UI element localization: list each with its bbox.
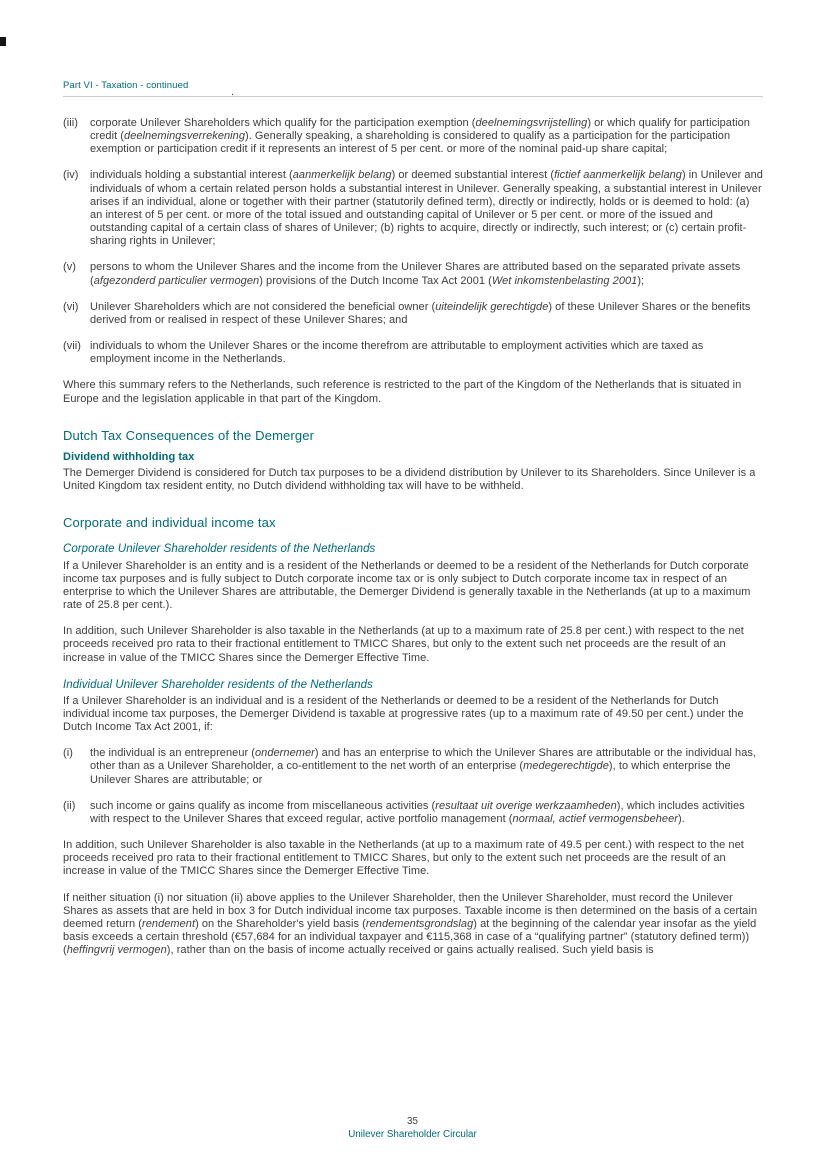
list-marker: (i) [63, 747, 73, 760]
italic-run: ondernemer [255, 747, 315, 760]
list-item-text [90, 117, 763, 156]
text-run: ), to which enterprise the Unilever Shares are attributable; or [90, 760, 731, 786]
list-item-v [63, 261, 763, 287]
text-run: ) in Unilever and individuals of whom a certain related person holds a substantial interest in Unilever. Generally speaking, a substantial interest in Unilever arises if an individual, alone or together with their partner (statutorily defined term), directly or indirectly, holds or is deemed to hold: (a) an interest of 5 per cent. or more of the total issued and outstanding capital of Unilever or 5 per cent. or more of the issued and outstanding capital of a certain class of shares of Unilever; (b) rights to acquire, directly or indirectly, such interest; or (c) certain profit-sharing rights in Unilever; [90, 169, 763, 248]
italic-run: resultaat uit overige werkzaamheden [435, 799, 617, 812]
page-header [63, 80, 763, 97]
text-run: the individual is an entrepreneur ( [90, 747, 256, 760]
list-item-vii [63, 340, 763, 366]
italic-run: uiteindelijk gerechtigde [435, 300, 549, 313]
list-item-iv [63, 169, 763, 248]
running-header-title: Part VI - Taxation - continued [63, 80, 189, 91]
text-run: ) or which qualify for participation credit ( [90, 117, 750, 143]
text-run: ) at the beginning of the calendar year insofar as the yield basis exceeds a certain threshold (€57,684 for an individual taxpayer and €115,368 in case of a “qualifying partner” (statutory defined term)) ( [63, 917, 757, 957]
text-run: ) of these Unilever Shares or the benefits derived from or realised in respect of these Unilever Shares; and [90, 300, 751, 326]
section-heading-corporate-individual-income-tax: Corporate and individual income tax [63, 515, 276, 531]
text-run: ) provisions of the Dutch Income Tax Act 2001 ( [259, 274, 492, 287]
list-marker: (iv) [63, 169, 79, 182]
list-item-text [90, 800, 763, 826]
document-body [63, 117, 763, 970]
paragraph-individual-intro: If a Unilever Shareholder is an individual and is a resident of the Netherlands or deemed to be a resident of the Netherlands for Dutch individual income tax purposes, the Demerger Dividend is taxable at progressive rates (up to a maximum rate of 49.50 per cent.) under the Dutch Income Tax Act 2001, if: [63, 694, 744, 734]
italic-run: normaal, actief vermogensbeheer [512, 812, 678, 825]
subheading-corporate-residents: Corporate Unilever Shareholder residents of the Netherlands [63, 543, 376, 556]
list-marker: (vii) [63, 340, 81, 353]
text-run: persons to whom the Unilever Shares and the income from the Unilever Shares are attributed based on the separated private assets ( [90, 261, 741, 287]
text-run: ); [637, 274, 645, 287]
paragraph-corporate-tax-1: If a Unilever Shareholder is an entity and is a resident of the Netherlands or deemed to be a resident of the Netherlands for Dutch corporate income tax purposes and is fully subject to Dutch corporate income tax or is only subject to Dutch corporate income tax in respect of an enterprise to which the Unilever Shares are attributable, the Demerger Dividend is generally taxable in the Netherlands (at up to a maximum rate of 25.8 per cent.). [63, 559, 751, 612]
list-item-vi [63, 301, 763, 327]
paragraph-box3-yield-basis [63, 892, 763, 958]
subheading-individual-residents: Individual Unilever Shareholder residents of the Netherlands [63, 678, 373, 691]
paragraph-addition-49: In addition, such Unilever Shareholder is also taxable in the Netherlands (at up to a maximum rate of 49.5 per cent.) with respect to the net proceeds received pro rata to their fractional entitlement to TMICC Shares, but only to the extent such net proceeds are the result of an increase in value of the TMICC Shares since the Demerger Effective Time. [63, 839, 744, 878]
text-run: individuals to whom the Unilever Shares or the income therefrom are attributable to employment activities which are taxed as employment income in the Netherlands. [90, 340, 704, 366]
list-marker: (vi) [63, 300, 79, 313]
stray-period-mark: . [231, 86, 235, 98]
italic-run: rendement [142, 917, 196, 930]
page-footer [0, 1116, 825, 1141]
text-run: If neither situation (i) nor situation (ii) above applies to the Unilever Shareholder, then the Unilever Shareholder, must record the Unilever Shares as assets that are held in box 3 for Dutch individual income tax purposes. Taxable income is then determined on the basis of a certain deemed return ( [63, 891, 758, 930]
text-run: ) and has an enterprise to which the Unilever Shares are attributable or the individual has, other than as a Unilever Shareholder, a co-entitlement to the net worth of an enterprise ( [90, 747, 757, 773]
text-run: Unilever Shareholders which are not considered the beneficial owner ( [90, 300, 436, 313]
list-item-text [90, 301, 763, 327]
text-run: such income or gains qualify as income from miscellaneous activities ( [90, 799, 436, 812]
italic-run: medegerechtigde [523, 760, 609, 773]
paragraph-kingdom-scope: Where this summary refers to the Netherlands, such reference is restricted to the part of the Kingdom of the Netherlands that is situated in Europe and the legislation applicable in that part of the Kingdom. [63, 379, 742, 405]
italic-run: aanmerkelijk belang [292, 169, 392, 182]
text-run: individuals holding a substantial interest ( [90, 169, 293, 182]
italic-run: Wet inkomstenbelasting 2001 [491, 274, 638, 287]
text-run: ) or deemed substantial interest ( [391, 169, 555, 182]
paragraph-corporate-tax-2: In addition, such Unilever Shareholder is also taxable in the Netherlands (at up to a maximum rate of 25.8 per cent.) with respect to the net proceeds received pro rata to their fractional entitlement to TMICC Shares, but only to the extent such net proceeds are the result of an increase in value of the TMICC Shares since the Demerger Effective Time. [63, 625, 744, 664]
italic-run: deelnemingsvrijstelling [475, 117, 588, 129]
list-marker: (ii) [63, 799, 76, 812]
page-number: 35 [407, 1116, 418, 1127]
italic-run: heffingvrij vermogen [66, 944, 167, 957]
italic-run: rendementsgrondslag [365, 917, 474, 930]
list-item-text [90, 261, 763, 287]
text-run: ). [677, 812, 685, 825]
list-marker: (iii) [63, 117, 78, 129]
list-item-i [63, 747, 763, 786]
list-item-text [90, 747, 763, 786]
list-item-text [90, 340, 763, 366]
scan-artifact-mark [0, 37, 6, 46]
italic-run: fictief aanmerkelijk belang [554, 169, 682, 182]
text-run: corporate Unilever Shareholders which qualify for the participation exemption ( [90, 117, 476, 129]
footer-doc-title: Unilever Shareholder Circular [348, 1128, 477, 1140]
subheading-dividend-withholding-tax: Dividend withholding tax [63, 450, 195, 463]
list-marker: (v) [63, 261, 76, 274]
italic-run: deelnemingsverrekening [124, 130, 245, 143]
list-item-iii [63, 117, 763, 156]
list-item-ii [63, 800, 763, 826]
text-run: ) on the Shareholder's yield basis ( [195, 917, 366, 930]
italic-run: afgezonderd particulier vermogen [93, 274, 260, 287]
section-heading-dutch-tax-consequences: Dutch Tax Consequences of the Demerger [63, 427, 315, 443]
text-run: ), rather than on the basis of income actually received or gains actually realised. Such yield basis is [166, 944, 654, 957]
list-item-text [90, 169, 763, 248]
paragraph-dividend-withholding: The Demerger Dividend is considered for Dutch tax purposes to be a dividend distribution by Unilever to its Shareholders. Since Unilever is a United Kingdom tax resident entity, no Dutch dividend withholding tax will have to be withheld. [63, 466, 756, 493]
text-run: ), which includes activities with respect to the Unilever Shares that exceed regular, active portfolio management ( [90, 799, 745, 825]
text-run: ). Generally speaking, a shareholding is considered to qualify as a participation for the participation exemption or participation credit if it represents an interest of 5 per cent. or more of the nominal paid-up share capital; [90, 130, 731, 156]
